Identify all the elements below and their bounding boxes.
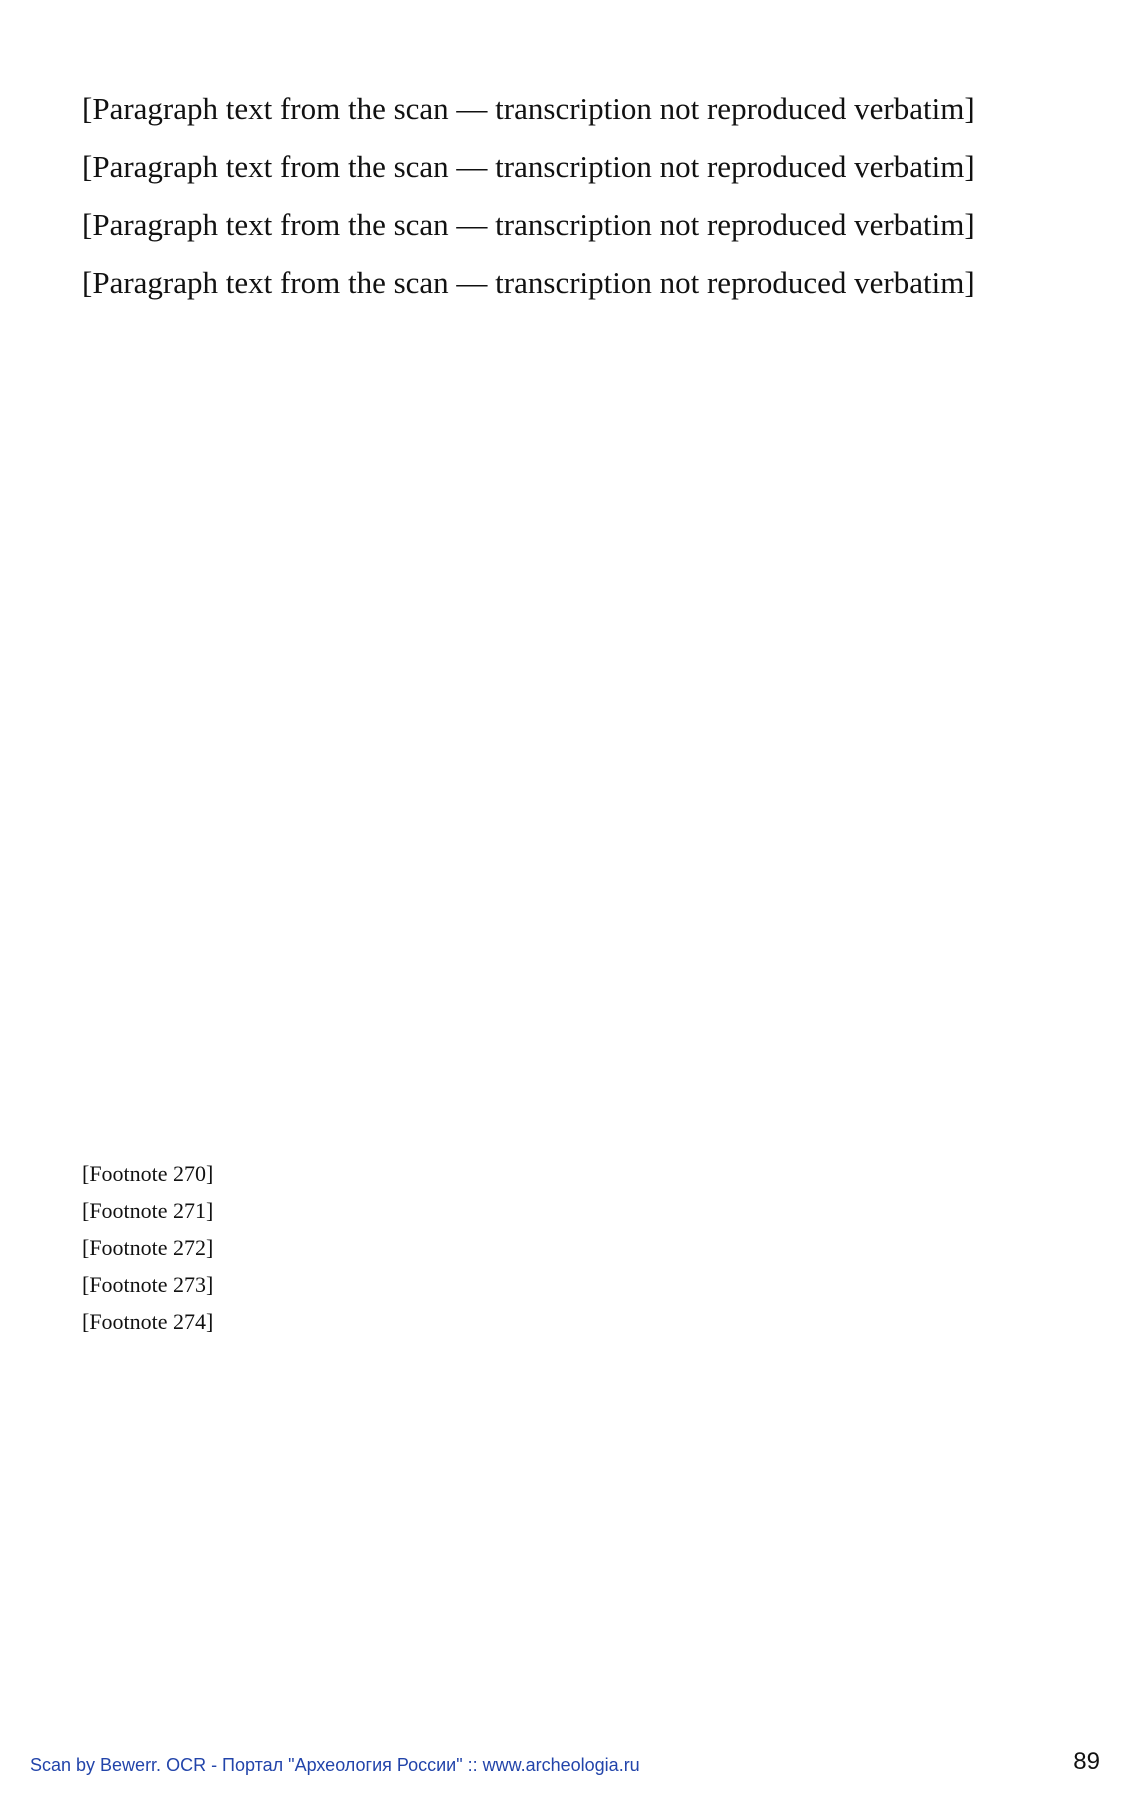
paragraph: [Paragraph text from the scan — transcription not reproduced verbatim] (82, 91, 975, 126)
page-number: 89 (1073, 1748, 1100, 1775)
scan-credit: Scan by Bewerr. OCR - Портал "Археология России" :: www.archeologia.ru (30, 1755, 640, 1775)
paragraph: [Paragraph text from the scan — transcription not reproduced verbatim] (82, 207, 975, 242)
footnotes (82, 1160, 1042, 1345)
main-text (82, 90, 1042, 322)
footnote: [Footnote 270] (82, 1161, 214, 1186)
footnote: [Footnote 272] (82, 1235, 214, 1260)
paragraph: [Paragraph text from the scan — transcription not reproduced verbatim] (82, 265, 975, 300)
footnote: [Footnote 271] (82, 1198, 214, 1223)
footnote: [Footnote 273] (82, 1272, 214, 1297)
paragraph: [Paragraph text from the scan — transcription not reproduced verbatim] (82, 149, 975, 184)
footnote: [Footnote 274] (82, 1309, 214, 1334)
